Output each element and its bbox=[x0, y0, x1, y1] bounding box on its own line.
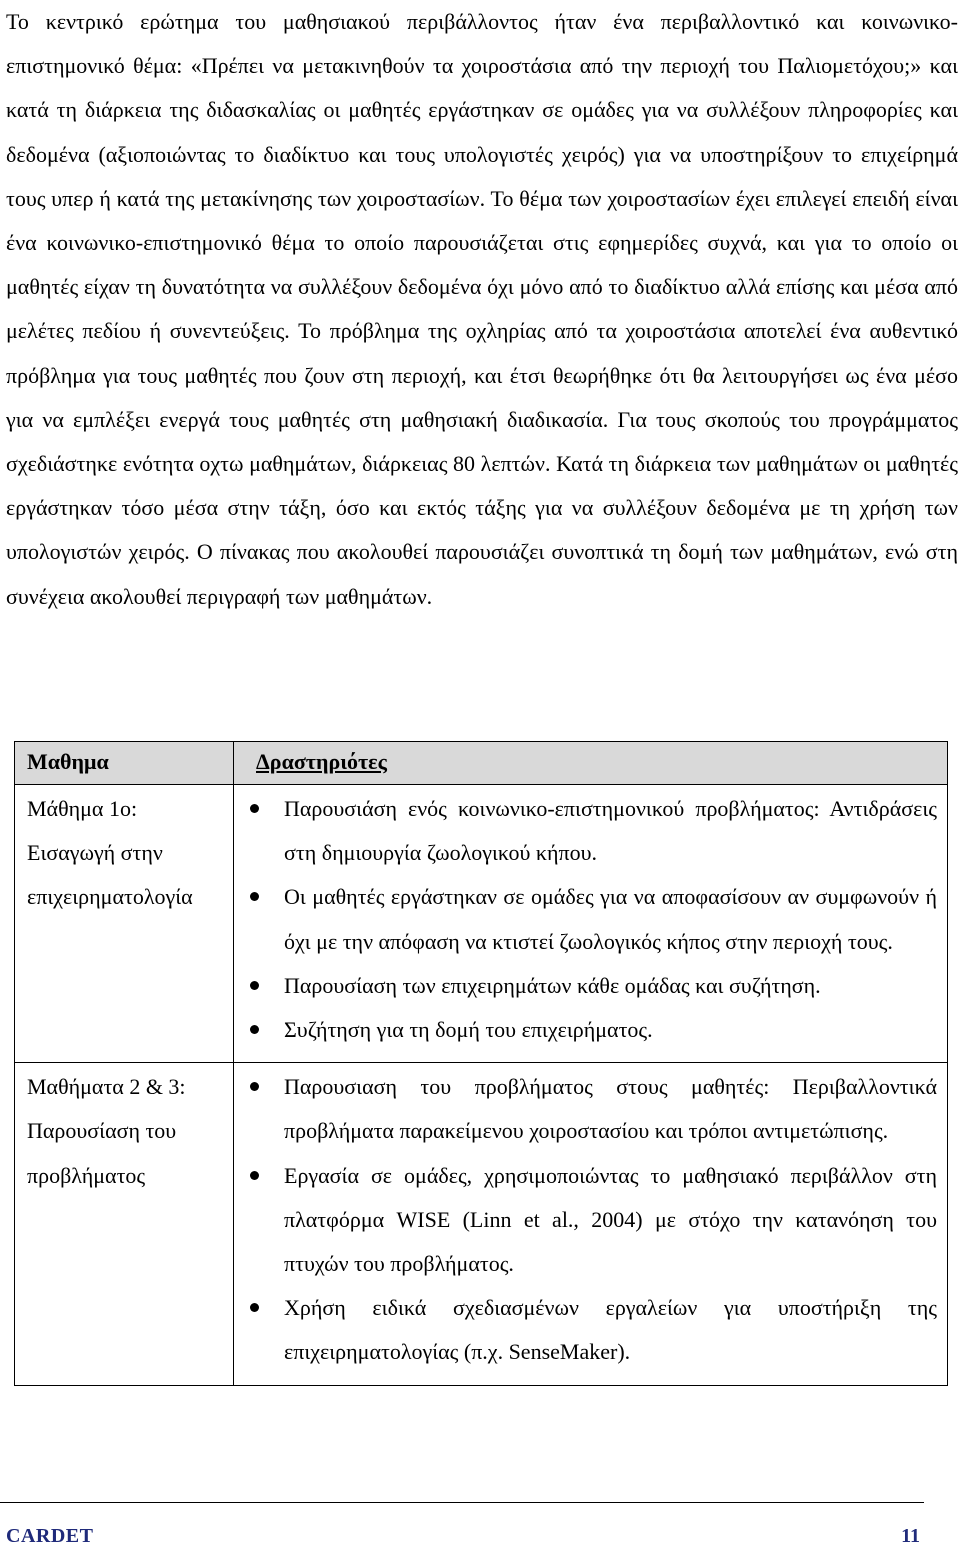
activity-text: Εργασία σε ομάδες, χρησιμοποιώντας το μαθησιακό περιβάλλον στη πλατφόρμα WISE (Linn et al., 2004) με στόχο την κατανόηση του πτυχών του προβλήματος. bbox=[284, 1162, 937, 1277]
page-number: 11 bbox=[901, 1525, 920, 1547]
bullet-icon bbox=[250, 1171, 259, 1180]
activity-text: Συζήτηση για τη δομή του επιχειρήματος. bbox=[284, 1017, 653, 1043]
intro-paragraph: Το κεντρικό ερώτημα του μαθησιακού περιβάλλοντος ήταν ένα περιβαλλοντικό και κοινωνικο-επιστημονικό θέμα: «Πρέπει να μετακινηθούν τα χοιροστάσια από την περιοχή του Παλιομετόχου;» και κατά τη διάρκεια της διδασκαλίας οι μαθητές εργάστηκαν σε ομάδες για να συλλέξουν πληροφορίες και δεδομένα (αξιοποιώντας το διαδίκτυο και τους υπολογιστές χειρός) για να υποστηρίξουν το επιχείρημά τους υπερ ή κατά της μετακίνησης των χοιροστασίων. Το θέμα των χοιροστασίων έχει επιλεγεί επειδή είναι ένα κοινωνικο-επιστημονικό θέμα το οποίο παρουσιάζεται στις εφημερίδες συχνά, και για το οποίο οι μαθητές είχαν τη δυνατότητα να συλλέξουν δεδομένα όχι μόνο από το διαδίκτυο αλλά επίσης και μέσα από μελέτες πεδίου ή συνεντεύξεις. Το πρόβλημα της οχληρίας από τα χοιροστάσια αποτελεί ένα αυθεντικό πρόβλημα για τους μαθητές που ζουν στη περιοχή, και έτσι θεωρήθηκε ότι θα λειτουργήσει ως ένα μέσο για να εμπλέξει ενεργά τους μαθητές στη μαθησιακή διαδικασία. Για τους σκοπούς του προγράμματος σχεδιάστηκε ενότητα οχτω μαθημάτων, διάρκειας 80 λεπτών. Κατά τη διάρκεια των μαθημάτων οι μαθητές εργάστηκαν τόσο μέσα στην τάξη, όσο και εκτός τάξης για να συλλέξουν δεδομένα με τη χρήση των υπολογιστών χειρός. Ο πίνακας που ακολουθεί παρουσιάζει συνοπτικά τη δομή των μαθημάτων, ενώ στη συνέχεια ακολουθεί περιγραφή των μαθημάτων. bbox=[6, 9, 958, 609]
activities-cell bbox=[234, 785, 948, 1063]
table-row bbox=[15, 1063, 948, 1385]
footer-organization: CARDET bbox=[6, 1525, 94, 1547]
bullet-icon bbox=[250, 892, 259, 901]
bullet-icon bbox=[250, 804, 259, 813]
activities-cell bbox=[234, 1063, 948, 1385]
table-header-row bbox=[15, 742, 948, 785]
bullet-icon bbox=[250, 981, 259, 990]
lesson-cell bbox=[15, 1063, 234, 1385]
lessons-table bbox=[14, 741, 948, 1386]
activity-list bbox=[234, 1065, 937, 1374]
footer-divider bbox=[0, 1502, 924, 1503]
header-activities bbox=[234, 742, 948, 785]
activity-text: Παρουσιάση ενός κοινωνικο-επιστημονικού προβλήματος: Αντιδράσεις στη δημιουργία ζωολογικού κήπου. bbox=[284, 796, 937, 866]
bullet-icon bbox=[250, 1303, 259, 1312]
list-item bbox=[234, 1286, 937, 1374]
list-item bbox=[234, 1008, 937, 1052]
lesson-cell bbox=[15, 785, 234, 1063]
activity-text: Χρήση ειδικά σχεδιασμένων εργαλείων για υποστήριξη της επιχειρηματολογίας (π.χ. SenseMaker). bbox=[284, 1295, 937, 1365]
activity-text: Οι μαθητές εργάστηκαν σε ομάδες για να αποφασίσουν αν συμφωνούν ή όχι με την απόφαση να κτιστεί ζωολογικός κήπος στην περιοχή τους. bbox=[284, 884, 937, 954]
bullet-icon bbox=[250, 1082, 259, 1091]
table-row bbox=[15, 785, 948, 1063]
list-item bbox=[234, 964, 937, 1008]
lesson-subtitle: Εισαγωγή στην bbox=[27, 840, 163, 866]
list-item bbox=[234, 1065, 937, 1153]
lesson-subtitle: Παρουσίαση του bbox=[27, 1118, 177, 1144]
activity-list bbox=[234, 787, 937, 1052]
list-item bbox=[234, 875, 937, 963]
bullet-icon bbox=[250, 1025, 259, 1034]
activity-text: Παρουσιαση του προβλήματος στους μαθητές: Περιβαλλοντικά προβλήματα παρακείμενου χοιροστασίου και τρόποι αντιμετώπισης. bbox=[284, 1074, 937, 1144]
lesson-title: Μαθήματα 2 & 3: bbox=[27, 1074, 186, 1100]
header-lesson: Μαθημα bbox=[15, 742, 234, 785]
header-activities-label: Δραστηριότες bbox=[256, 749, 387, 774]
list-item bbox=[234, 787, 937, 875]
activity-text: Παρουσίαση των επιχειρημάτων κάθε ομάδας και συζήτηση. bbox=[284, 972, 821, 998]
lesson-subtitle: προβλήματος bbox=[27, 1162, 146, 1188]
list-item bbox=[234, 1154, 937, 1287]
lesson-title: Μάθημα 1ο: bbox=[27, 796, 138, 821]
lesson-subtitle: επιχειρηματολογία bbox=[27, 884, 193, 910]
